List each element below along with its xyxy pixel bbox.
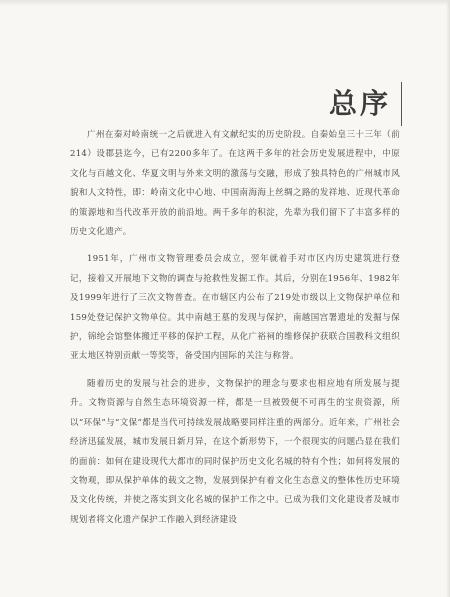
- paragraph-3: 随着历史的发展与社会的进步，文物保护的理念与要求也相应地有所发展与提升。文物资源与自然生态环境资源一样，都是一旦被毁便不可再生的宝贵资源，所以“环保”与“文保”都是当代可持续发展战略要同样注重的两部分。近年来，广州社会经济迅猛发展，城市发展日新月异，在这个新形势下，一个很现实的问题凸显在我们的面前：如何在建设现代大都市的同时保护历史文化名城的特有个性；如何将发展的文物观，即从保护单体的载文之物，发展到保护有着文化生态意义的整体性历史环境及文化传统，并使之落实到文化名城的保护工作之中。已成为我们文化建设者及城市规划者将文化遗产保护工作融入到经济建设: [70, 378, 400, 525]
- paragraph-1: 广州在秦对岭南统一之后就进入有文献纪实的历史阶段。自秦始皇三十三年（前214）设郡县迄今，已有2200多年了。在这两千多年的社会历史发展进程中，中原文化与百越文化、华夏文明与外来文明的激荡与交融，形成了独具特色的广州城市风貌和人文特性，即：岭南文化中心地、中国南海海上丝绸之路的发祥地、近现代革命的策源地和当代改革开放的前沿地。两千多年的积淀，先辈为我们留下了丰富多样的历史文化遗产。: [70, 130, 400, 238]
- page-top-shadow: [0, 0, 450, 6]
- page-title: 总序: [328, 87, 391, 120]
- title-block: [329, 82, 402, 118]
- title-vertical-rule: [401, 82, 402, 126]
- paragraph-2: 1951年，广州市文物管理委员会成立，翌年就着手对市区内历史建筑进行登记，接着又开展地下文物的调查与抢救性发掘工作。其后，分别在1956年、1982年及1999年进行了三次文物普查。在市辖区内公布了219处市级以上文物保护单位和159处登记保护文物单位。其中南越王墓的发现与保护，南越国宫署遗址的发掘与保护，锦纶会馆整体搬迁平移的保护工程，从化广裕祠的维修保护获联合国教科文组织亚太地区特别贡献一等奖等，备受国内国际的关注与称誉。: [70, 254, 400, 362]
- body-text: [70, 126, 400, 538]
- page-right-edge: [446, 0, 450, 597]
